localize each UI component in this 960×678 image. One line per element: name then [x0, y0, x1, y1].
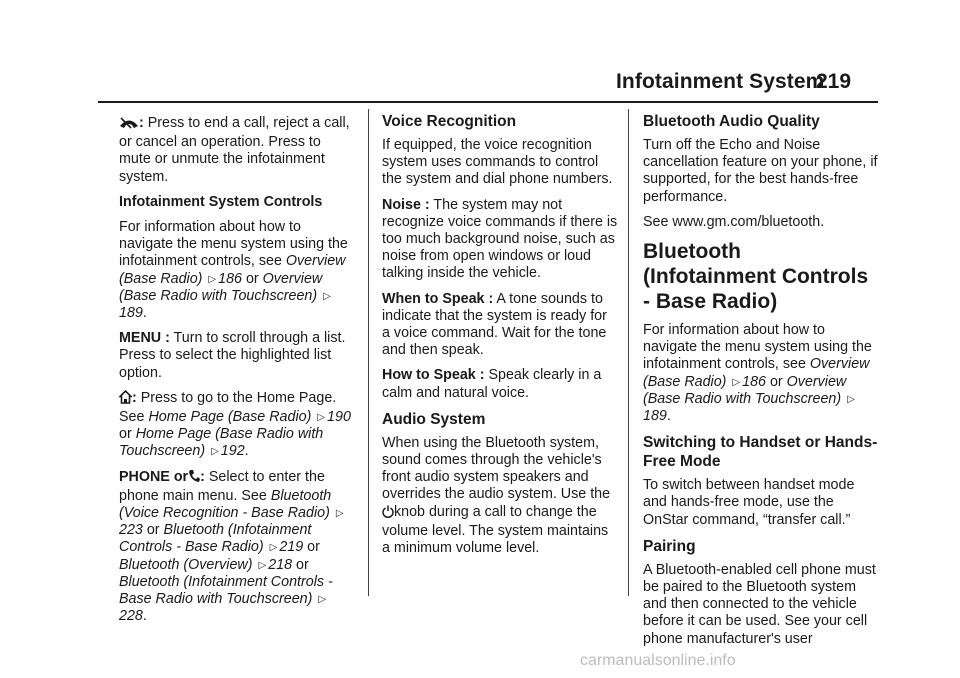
section-ref-1[interactable]: Overview (Base Radio): [643, 356, 870, 390]
page-ref-arrow-icon: ▷: [318, 594, 327, 606]
phone-ref-1[interactable]: Bluetooth (Voice Recognition - Base Radio): [119, 487, 332, 522]
phone-page-3[interactable]: 218: [268, 556, 293, 573]
watermark[interactable]: carmanualsonline.info: [580, 652, 736, 669]
section-text: For information about how to navigate the menu system using the infotainment controls, see: [643, 322, 872, 373]
home-or: or: [119, 426, 132, 443]
column-3: [643, 108, 879, 656]
menu-key: MENU :: [119, 330, 170, 347]
controls-ref-2[interactable]: Overview (Base Radio with Touchscreen): [119, 270, 323, 304]
column-divider-1: [368, 109, 369, 596]
pairing-text: A Bluetooth-enabled cell phone must be paired to the Bluetooth system and then connected to the vehicle before it can be used. See your cell phone manufacturer's user: [643, 561, 876, 647]
controls-page-1[interactable]: 186: [218, 270, 242, 287]
page-header-title: Infotainment System: [616, 70, 825, 93]
voice-recognition-heading: Voice Recognition: [382, 113, 517, 130]
audio-system-heading: Audio System: [382, 410, 486, 428]
controls-ref-1[interactable]: Overview (Base Radio): [119, 253, 346, 287]
controls-paragraph: [119, 219, 355, 322]
phone-page-2[interactable]: 219: [279, 539, 304, 556]
power-knob-icon: [382, 505, 394, 523]
how-to-speak-key: How to Speak :: [382, 367, 485, 384]
controls-heading: Infotainment System Controls: [119, 193, 323, 210]
menu-paragraph: [119, 330, 355, 382]
home-text: Press to go to the Home Page. See: [119, 389, 337, 426]
when-to-speak-key: When to Speak :: [382, 290, 494, 307]
audio-quality-heading: Bluetooth Audio Quality: [643, 113, 820, 130]
home-ref-2[interactable]: Home Page (Base Radio with Touchscreen): [119, 426, 324, 460]
phone-page-1[interactable]: 223: [119, 522, 143, 539]
audio-quality-text: Turn off the Echo and Noise cancellation feature on your phone, if supported, for the best hands-free performance.: [643, 137, 878, 205]
page-ref-arrow-icon: ▷: [317, 412, 326, 424]
voice-recognition-text: If equipped, the voice recognition system uses commands to control the system and dial phone numbers.: [382, 137, 613, 188]
end-call-icon: [119, 117, 139, 134]
page-ref-arrow-icon: ▷: [323, 290, 331, 302]
home-icon: [119, 390, 132, 409]
section-paragraph: [643, 322, 879, 425]
bluetooth-section-heading: Bluetooth (Infotainment Controls - Base Radio): [643, 240, 869, 314]
menu-text: Turn to scroll through a list. Press to select the highlighted list option.: [119, 330, 346, 381]
page-ref-arrow-icon: ▷: [847, 393, 855, 405]
end-call-text: Press to end a call, reject a call, or cancel an operation. Press to mute or unmute the infotainment system.: [119, 115, 350, 185]
page-number: 219: [816, 70, 852, 93]
phone-key: PHONE or: [119, 468, 189, 485]
when-to-speak-text: A tone sounds to indicate that the system is ready for a voice command. Wait for the tone and then speak.: [382, 290, 607, 359]
controls-text: For information about how to navigate the menu system using the infotainment controls, see: [119, 219, 348, 270]
audio-system-text-b: knob during a call to change the volume level. The system maintains a minimum volume level.: [382, 503, 609, 557]
page-ref-arrow-icon: ▷: [211, 446, 219, 458]
page-ref-arrow-icon: ▷: [335, 508, 344, 520]
noise-key: Noise :: [382, 196, 430, 213]
phone-or-1: or: [146, 522, 160, 539]
section-or: or: [769, 373, 783, 390]
phone-ref-2[interactable]: Bluetooth (Infotainment Controls - Base Radio): [119, 522, 312, 556]
home-page-1[interactable]: 190: [327, 409, 351, 426]
switching-heading: Switching to Handset or Hands-Free Mode: [643, 434, 878, 471]
page-ref-arrow-icon: ▷: [258, 559, 267, 571]
section-end: .: [666, 408, 671, 425]
phone-ref-4[interactable]: Bluetooth (Infotainment Controls - Base Radio with Touchscreen): [119, 573, 333, 608]
column-2: [382, 108, 618, 565]
home-page-2[interactable]: 192: [220, 443, 245, 460]
page-ref-arrow-icon: ▷: [208, 273, 217, 285]
phone-handset-icon: [188, 469, 200, 488]
column-1: [119, 115, 355, 633]
page-ref-arrow-icon: ▷: [732, 376, 741, 388]
end-call-paragraph: [119, 115, 355, 186]
phone-or-2: or: [307, 539, 320, 556]
how-to-speak-text: Speak clearly in a calm and natural voice.: [382, 367, 602, 401]
see-url-text: See www.gm.com/bluetooth.: [643, 213, 825, 230]
pairing-heading: Pairing: [643, 537, 696, 555]
phone-end: .: [142, 608, 147, 625]
phone-key-colon: :: [200, 468, 205, 485]
header-rule: [98, 101, 878, 103]
when-to-speak-paragraph: [382, 291, 618, 360]
controls-or: or: [245, 270, 259, 287]
controls-page-2[interactable]: 189: [119, 305, 143, 322]
section-page-1[interactable]: 186: [742, 373, 766, 390]
end-call-key: :: [139, 115, 144, 131]
home-key: :: [132, 389, 137, 406]
switching-text: To switch between handset mode and hands-free mode, use the OnStar command, “transfer call.”: [643, 477, 855, 528]
column-divider-2: [628, 109, 629, 596]
phone-or-3: or: [296, 556, 309, 573]
home-paragraph: [119, 390, 355, 461]
controls-end: .: [142, 305, 147, 322]
home-ref-1[interactable]: Home Page (Base Radio): [148, 409, 312, 426]
audio-system-paragraph: [382, 435, 618, 557]
phone-page-4[interactable]: 228: [119, 608, 143, 625]
noise-text: The system may not recognize voice commands if there is too much background noise, such as noise from open windows or loud talking inside the vehicle.: [382, 196, 618, 282]
phone-paragraph: [119, 469, 355, 626]
home-end: .: [244, 443, 249, 460]
audio-system-text-a: When using the Bluetooth system, sound comes through the vehicle's front audio system speakers and overrides the audio system. Use the: [382, 434, 611, 503]
page-ref-arrow-icon: ▷: [269, 542, 278, 554]
phone-ref-3[interactable]: Bluetooth (Overview): [119, 556, 253, 573]
how-to-speak-paragraph: [382, 367, 618, 401]
phone-text: Select to enter the phone main menu. See: [119, 468, 325, 504]
section-ref-2[interactable]: Overview (Base Radio with Touchscreen): [643, 373, 847, 407]
section-page-2[interactable]: 189: [643, 408, 667, 425]
noise-paragraph: [382, 197, 618, 283]
